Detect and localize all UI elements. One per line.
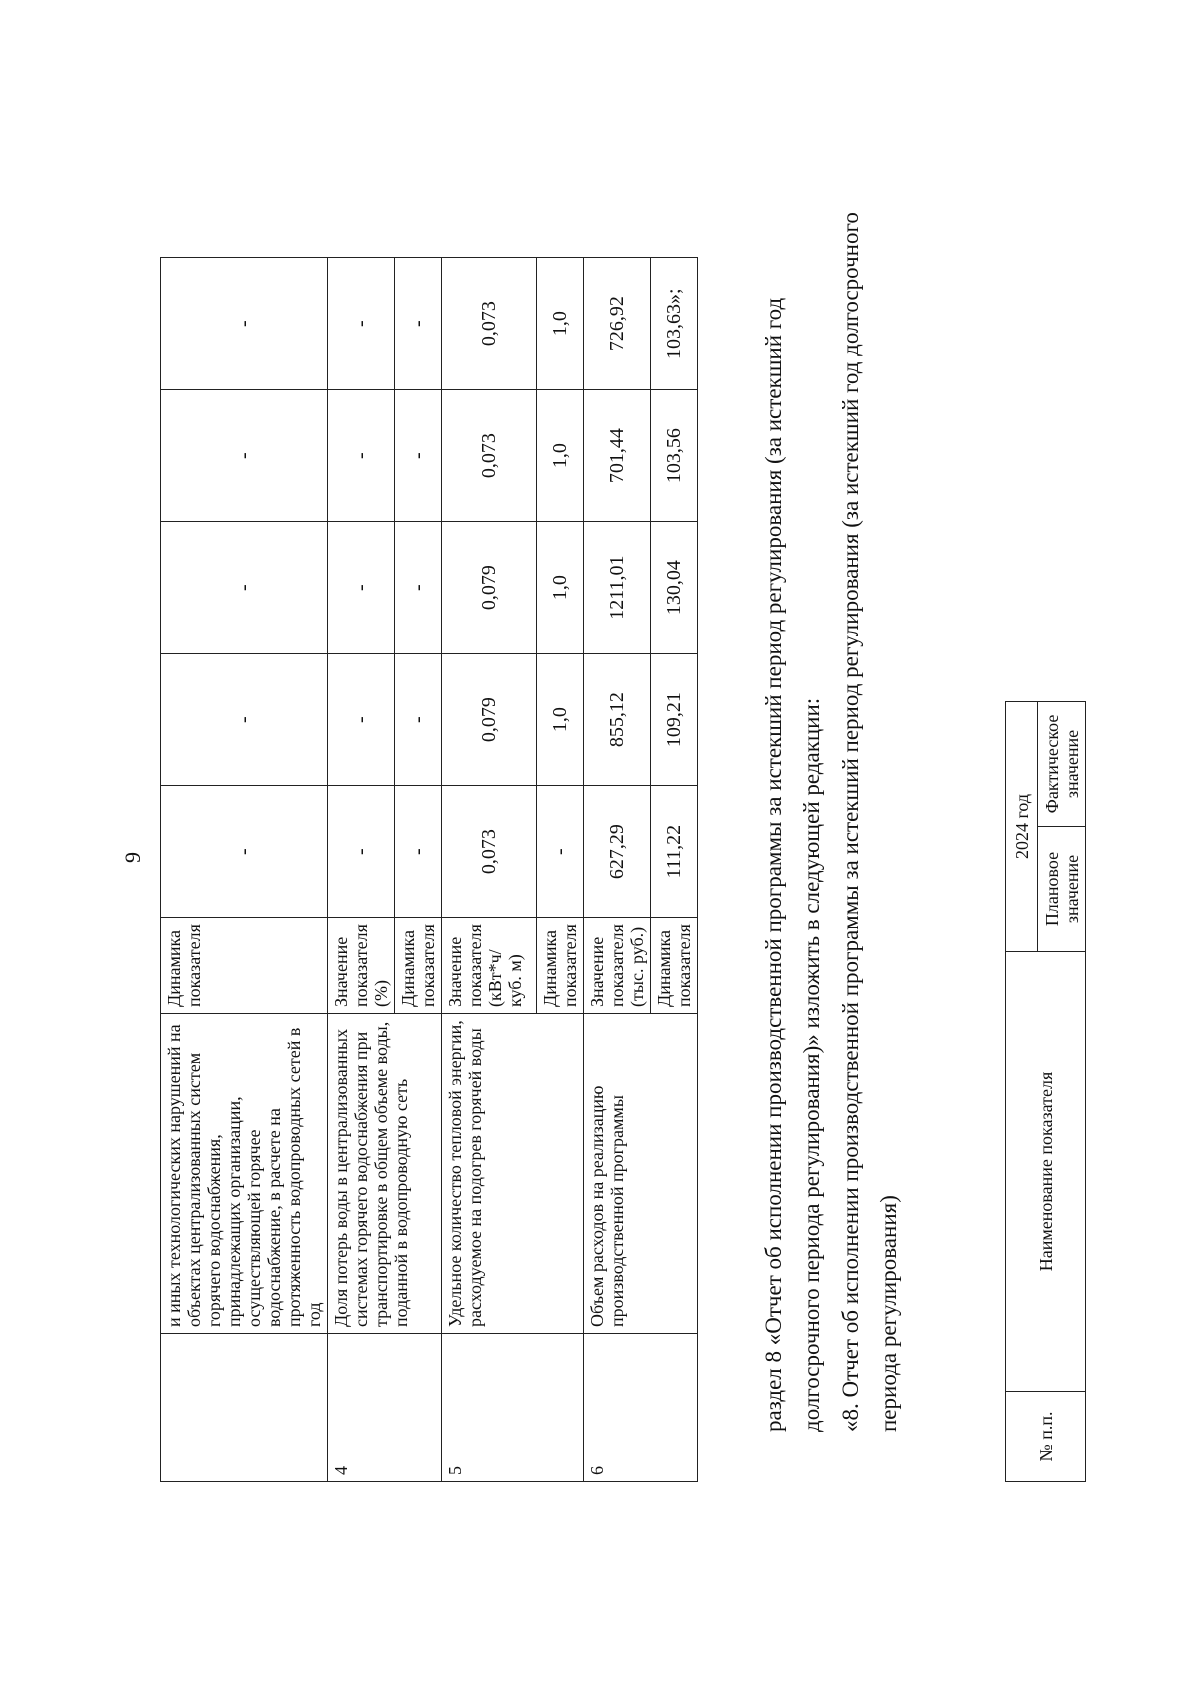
- value-cell: -: [328, 258, 395, 390]
- value-cell: 855,12: [584, 654, 651, 786]
- value-cell: -: [537, 786, 584, 918]
- value-cell: 130,04: [651, 522, 698, 654]
- value-cell: -: [395, 786, 442, 918]
- indicator-name: и иных технологических нарушений на объектах централизованных систем горячего водоснабжения, принадлежащих организации, осуществляющей горячее водоснабжение, в расчете на протяженность водопроводных сетей в год: [161, 1014, 328, 1334]
- col-plan-header: Плановое значение: [1038, 827, 1086, 952]
- value-cell: 701,44: [584, 390, 651, 522]
- section-8-intro: [755, 187, 831, 1432]
- value-cell: 1,0: [537, 258, 584, 390]
- table-row: [584, 258, 651, 1482]
- value-cell: 1,0: [537, 654, 584, 786]
- table-row: [442, 258, 537, 1482]
- measure-label: Значение показателя (тыс. руб.): [584, 918, 651, 1014]
- value-cell: -: [161, 258, 328, 390]
- value-cell: 0,073: [442, 390, 537, 522]
- measure-label: Динамика показателя: [651, 918, 698, 1014]
- indicators-table: [160, 257, 698, 1482]
- table-row: [161, 258, 328, 1482]
- report-table-header: [1005, 701, 1086, 1482]
- value-cell: 109,21: [651, 654, 698, 786]
- value-cell: 726,92: [584, 258, 651, 390]
- measure-label: Значение показателя (%): [328, 918, 395, 1014]
- year-header: 2024 год: [1006, 702, 1038, 952]
- value-cell: 0,079: [442, 654, 537, 786]
- section-8-title: [832, 187, 908, 1432]
- value-cell: -: [395, 390, 442, 522]
- table-row: [328, 258, 395, 1482]
- value-cell: -: [328, 390, 395, 522]
- value-cell: -: [161, 654, 328, 786]
- value-cell: 0,079: [442, 522, 537, 654]
- indicator-name: Удельное количество тепловой энергии, расходуемое на подогрев горячей воды: [442, 1014, 584, 1334]
- paragraph-2: «8. Отчет об исполнении производственной программы за истекший период регулирования (за истекший год долгосрочного периода регулирования): [838, 212, 901, 1432]
- value-cell: 0,073: [442, 786, 537, 918]
- row-number: 4: [328, 1334, 442, 1482]
- value-cell: -: [328, 786, 395, 918]
- paragraph-1: раздел 8 «Отчет об исполнении производственной программы за истекший период регулирования (за истекший год долгосрочного периода регулирования)» изложить в следующей редакции:: [761, 297, 824, 1432]
- row-number: 6: [584, 1334, 698, 1482]
- col-name-header: Наименование показателя: [1006, 952, 1086, 1392]
- value-cell: 627,29: [584, 786, 651, 918]
- value-cell: -: [328, 654, 395, 786]
- measure-label: Значение показателя (кВт*ч/куб. м): [442, 918, 537, 1014]
- value-cell: -: [161, 390, 328, 522]
- value-cell: 1,0: [537, 390, 584, 522]
- indicator-name: Объем расходов на реализацию производственной программы: [584, 1014, 698, 1334]
- value-cell: 0,073: [442, 258, 537, 390]
- row-number: 5: [442, 1334, 584, 1482]
- value-cell: 111,22: [651, 786, 698, 918]
- measure-label: Динамика показателя: [395, 918, 442, 1014]
- measure-label: Динамика показателя: [161, 918, 328, 1014]
- value-cell: 103,56: [651, 390, 698, 522]
- col-fact-header: Фактическое значение: [1038, 702, 1086, 827]
- value-cell: 1,0: [537, 522, 584, 654]
- value-cell: -: [395, 522, 442, 654]
- page-number: 9: [120, 852, 145, 863]
- value-cell: -: [395, 654, 442, 786]
- value-cell: 1211,01: [584, 522, 651, 654]
- measure-label: Динамика показателя: [537, 918, 584, 1014]
- col-num-header: № п.п.: [1006, 1392, 1086, 1482]
- row-number: [161, 1334, 328, 1482]
- indicator-name: Доля потерь воды в централизованных системах горячего водоснабжения при транспортировке в общем объеме воды, поданной в водопроводную сеть: [328, 1014, 442, 1334]
- value-cell: -: [395, 258, 442, 390]
- value-cell: -: [161, 522, 328, 654]
- value-cell: 103,63»;: [651, 258, 698, 390]
- value-cell: -: [161, 786, 328, 918]
- value-cell: -: [328, 522, 395, 654]
